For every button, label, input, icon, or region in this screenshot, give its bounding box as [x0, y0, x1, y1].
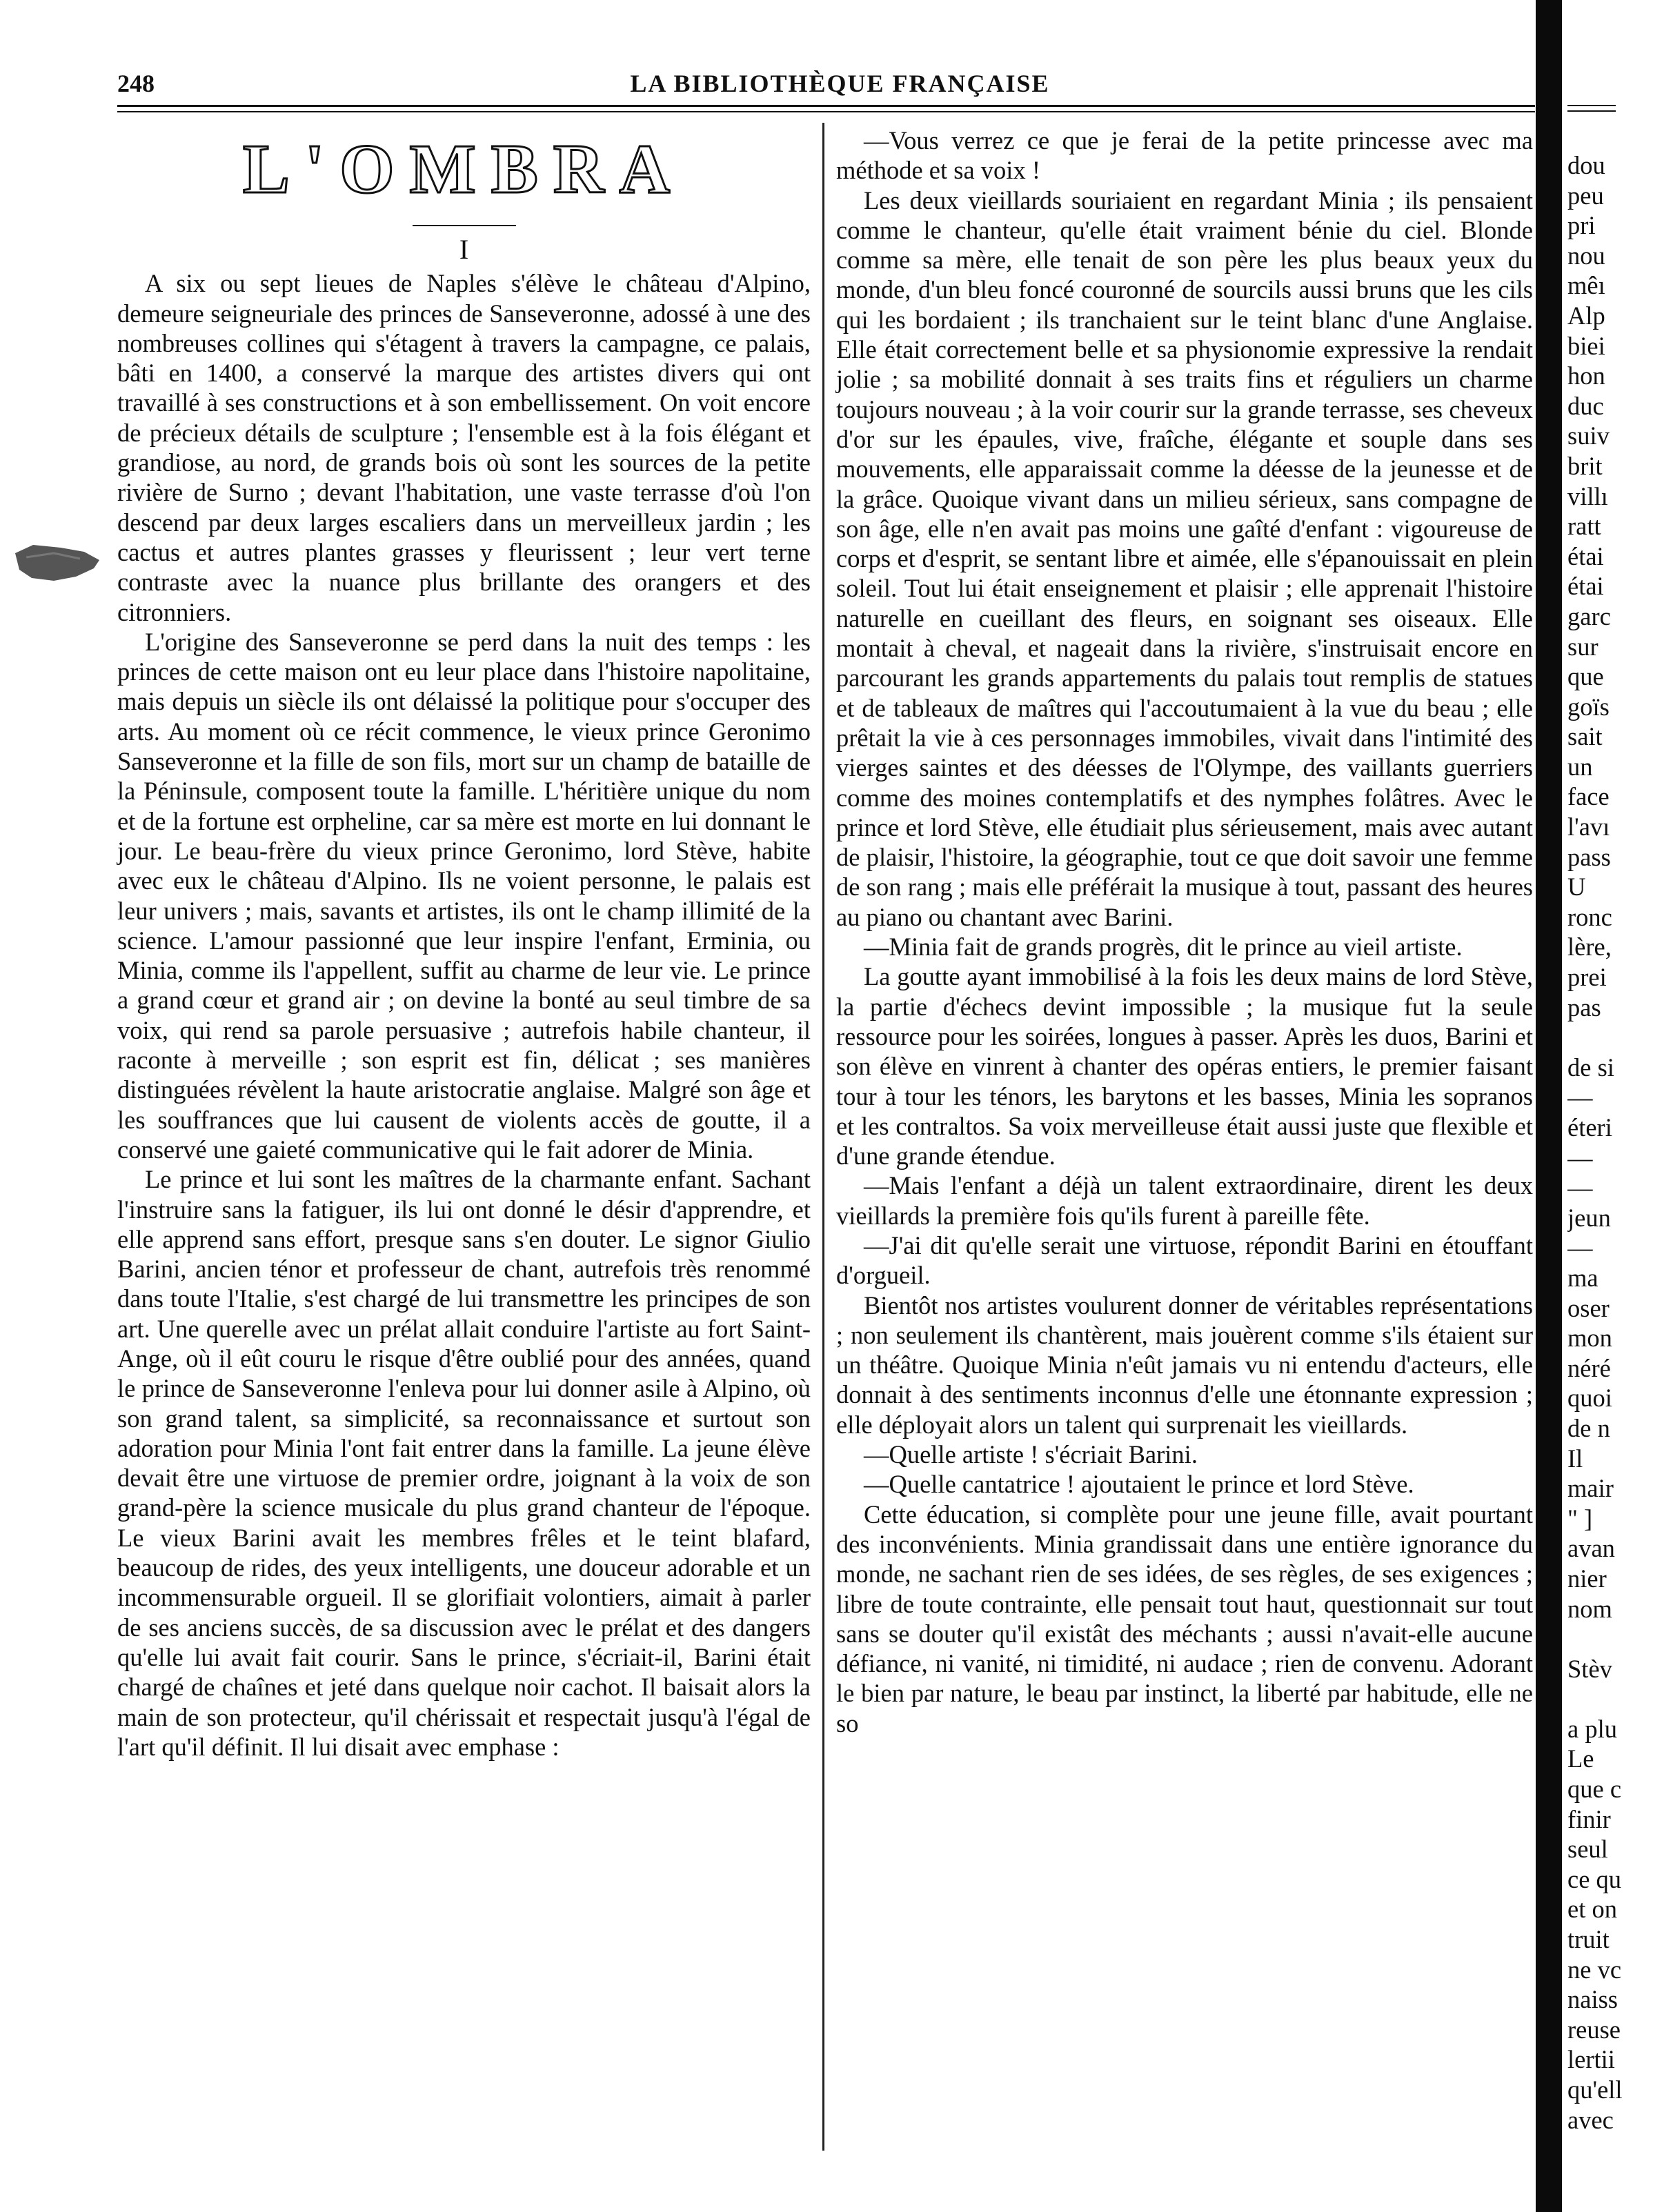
header-rule [117, 105, 1535, 112]
paragraph: —Quelle artiste ! s'écriait Barini. [864, 1440, 1198, 1469]
fragment-line: de si [1567, 1053, 1614, 1082]
column-divider [822, 123, 824, 2151]
fragment-line: brit [1567, 451, 1603, 480]
chapter-number: I [459, 234, 469, 265]
fragment-line [1567, 1022, 1673, 1053]
fragment-line: quoi [1567, 1384, 1612, 1413]
fragment-line: néré [1567, 1353, 1611, 1382]
paragraph: Le prince et lui sont les maîtres de la charmante enfant. Sachant l'instruire sans la fatiguer, ils lui ont donné le désir d'apprendre, et elle apprend sans effort, presque sans s'en douter. Le signor Giulio Barini, ancien ténor et professeur de chant, autrefois très renommé dans toute l'Italie, s'est chargé de lui transmettre les principes de son art. Une querelle avec un prélat allait conduire l'artiste au fort Saint-Ange, où il eût couru le risque d'être oublié pour des années, quand le prince de Sanseveronne l'enleva pour lui donner asile à Alpino, où son grand talent, sa simplicité, sa reconnaissance et surtout son adoration pour Minia l'ont fait entrer dans la famille. La jeune élève devait être une virtuose de premier ordre, joignant à la voix de son grand-père la science musicale du plus grand chanteur de l'époque. Le vieux Barini avait les membres frêles et le teint blafard, beaucoup de rides, des yeux intelligents, une douceur adorable et un incommensurable orgueil. Il se glorifiait volontiers, aimait à parler de ses anciens succès, de sa discussion avec le prélat et des dangers qu'elle lui avait fait courir. Sans le prince, s'écriait-il, Barini était chargé de chaînes et jeté dans quelque noir cachot. Il baisait alors la main de son protecteur, qu'il chérissait et respectait jusqu'à l'égal de l'art qu'il définit. Il lui disait avec emphase : [117, 1165, 811, 1761]
fragment-line [1567, 1684, 1673, 1714]
fragment-line: reuse [1567, 2015, 1621, 2044]
fragment-line: ratt [1567, 512, 1601, 541]
left-column [117, 126, 811, 1762]
fragment-line: avan [1567, 1534, 1615, 1563]
fragment-line: pri [1567, 211, 1596, 240]
fragment-line: goïs [1567, 692, 1610, 721]
running-title: LA BIBLIOTHÈQUE FRANÇAISE [630, 70, 1050, 97]
fragment-line: mon [1567, 1324, 1612, 1353]
fragment-line: éteri [1567, 1113, 1612, 1142]
fragment-line: nier [1567, 1564, 1607, 1593]
fragment-line: duc [1567, 391, 1604, 420]
fragment-line: nom [1567, 1594, 1612, 1623]
fragment-line: ce qu [1567, 1864, 1622, 1893]
fragment-line: oser [1567, 1293, 1610, 1322]
paragraph: —J'ai dit qu'elle serait une virtuose, répondit Barini en étouffant d'orgueil. [836, 1230, 1533, 1290]
fragment-line: que [1567, 662, 1604, 691]
paragraph: Bientôt nos artistes voulurent donner de véritables représentations ; non seulement ils chantèrent, mais jouèrent comme s'ils étaient sur un théâtre. Quoique Minia n'eût jamais vu ni entendu d'acteurs, elle donnait à des sentiments inconnus d'elle une étonnante expression ; elle déployait alors un talent qui surprenait les vieillards. [836, 1291, 1533, 1439]
fragment-line: ronc [1567, 902, 1612, 931]
fragment-line: face [1567, 782, 1610, 811]
fragment-line: suiv [1567, 421, 1610, 450]
paragraph: L'origine des Sanseveronne se perd dans la nuit des temps : les princes de cette maison ont eu leur place dans l'histoire napolitaine, mais depuis un siècle ils ont délaissé la politique pour s'occuper des arts. Au moment où ce récit commence, le vieux prince Geronimo Sanseveronne et la fille de son fils, mort sur un champ de bataille de la Péninsule, composent toute la famille. L'héritière unique du nom et de la fortune est orpheline, car sa mère est morte en lui donnant le jour. Le beau-frère du vieux prince Geronimo, lord Stève, habite avec eux le château d'Alpino. Ils ne voient personne, le palais est leur univers ; mais, savants et artistes, ils ont le champ illimité de la science. L'amour passionné que leur inspire l'enfant, Erminia, ou Minia, comme ils l'appellent, suffit au charme de leur vie. Le prince a grand cœur et grand air ; on devine la bonté au seul timbre de sa voix, qui rend sa parole persuasive ; autrefois habile chanteur, il raconte à merveille ; son esprit est fin, délicat ; ses manières distinguées révèlent la haute aristocratie anglaise. Malgré son âge et les souffrances que lui causent de violents accès de goutte, il a conservé une gaieté communicative qui le fait adorer de Minia. [117, 627, 811, 1164]
fragment-line: Alp [1567, 301, 1605, 330]
fragment-line: l'avı [1567, 813, 1610, 841]
fragment-line: ne vc [1567, 1955, 1622, 1984]
fragment-line: jeun [1567, 1203, 1611, 1232]
fragment-line: pas [1567, 993, 1601, 1022]
fragment-line: " ] [1567, 1504, 1593, 1533]
fragment-line: avec [1567, 2105, 1614, 2134]
fragment-line: seul [1567, 1835, 1608, 1864]
fragment-line: Le [1567, 1744, 1594, 1773]
fragment-line: truit [1567, 1925, 1610, 1954]
scan-edge-shadow [1536, 0, 1562, 2212]
right-column-fragment [1567, 150, 1673, 2135]
page-number: 248 [117, 70, 155, 97]
fragment-line: un [1567, 752, 1593, 781]
title-rule [413, 225, 516, 226]
fragment-line: U [1567, 873, 1586, 901]
middle-column [836, 126, 1533, 1738]
fragment-line [1567, 1624, 1673, 1654]
right-header-rule [1567, 105, 1616, 112]
fragment-line: et on [1567, 1895, 1617, 1924]
fragment-line: nou [1567, 241, 1605, 270]
fragment-line: garc [1567, 601, 1611, 630]
fragment-line: naiss [1567, 1985, 1618, 2014]
fragment-line: Stèv [1567, 1654, 1612, 1683]
paragraph: Cette éducation, si complète pour une jeune fille, avait pourtant des inconvénients. Minia grandissait dans une entière ignorance du monde, ne sachant rien de ses idées, de ses règles, de ses exigences ; libre de toute contrainte, elle pensait tout haut, questionnait sur tout sans se douter qu'il existât des méchants ; aussi n'avait-elle aucune défiance, ni vanité, ni timidité, ni audace ; rien de convenu. Adorant le bien par nature, le beau par instinct, la liberté par habitude, elle ne so [836, 1499, 1533, 1737]
fragment-line: mair [1567, 1474, 1614, 1503]
paragraph: Les deux vieillards souriaient en regardant Minia ; ils pensaient comme le chanteur, qu'elle était vraiment bénie du ciel. Blonde comme sa mère, elle tenait de son père les plus beaux yeux du monde, d'un bleu foncé couronné de sourcils aussi bruns que les cils qui les bordaient ; ils tranchaient sur le teint blanc d'une Anglaise. Elle était correctement belle et sa physionomie expressive la rendait jolie ; sa mobilité donnait à ses traits fins et réguliers un charme toujours nouveau ; à la voir courir sur la grande terrasse, ses cheveux d'or sur les épaules, vive, fraîche, élégante et souple dans ses mouvements, elle apparaissait comme la déesse de la jeunesse et de la grâce. Quoique vivant dans un milieu sérieux, sans compagne de son âge, elle n'en avait pas moins une gaîté d'enfant : vigoureuse de corps et d'esprit, se sentant libre et aimée, elle s'épanouissait en plein soleil. Tout lui était enseignement et plaisir ; elle apprenait l'histoire naturelle en cueillant des fleurs, en soignant ses oiseaux. Elle montait à cheval, et nageait dans la rivière, s'instruisait encore en parcourant les grands appartements du palais tout remplis de statues et de tableaux de maîtres qui l'accoutumaient à la vue du beau ; elle prêtait la vie à ces personnages immobiles, vivait dans l'intimité des vierges saintes et des déesses de l'Olympe, des vaillants guerriers comme des moines contemplatifs et des nymphes folâtres. Avec le prince et lord Stève, elle étudiait plus sérieusement, mais avec autant de plaisir, l'histoire, la géographie, tout ce que doit savoir une femme de son rang ; mais elle préférait la musique à tout, passant des heures au piano ou chantant avec Barini. [836, 186, 1533, 931]
fragment-line: étai [1567, 541, 1604, 570]
fragment-line: de n [1567, 1413, 1610, 1442]
fragment-line: hon [1567, 361, 1605, 390]
paragraph: La goutte ayant immobilisé à la fois les deux mains de lord Stève, la partie d'échecs devint impossible ; la musique fut la seule ressource pour les soirées, longues à passer. Après les duos, Barini et son élève en vinrent à chanter des opéras entiers, le premier faisant tour à tour les ténors, les barytons et les basses, Minia les sopranos et les contraltos. Sa voix merveilleuse était aussi juste que flexible et d'une grande étendue. [836, 962, 1533, 1170]
fragment-line: ma [1567, 1263, 1598, 1292]
page-header [117, 69, 1563, 108]
fragment-line: biei [1567, 331, 1605, 360]
fragment-line: Il [1567, 1444, 1583, 1473]
paragraph: —Quelle cantatrice ! ajoutaient le prince et lord Stève. [864, 1470, 1414, 1499]
fragment-line: peu [1567, 181, 1604, 210]
fragment-line: — [1567, 1233, 1593, 1262]
paragraph: —Vous verrez ce que je ferai de la petite princesse avec ma méthode et sa voix ! [836, 126, 1533, 185]
paragraph: —Mais l'enfant a déjà un talent extraordinaire, dirent les deux vieillards la première fois qu'ils furent à pareille fête. [836, 1171, 1533, 1230]
story-title: L'OMBRA [242, 130, 686, 208]
fragment-line: a plu [1567, 1714, 1617, 1743]
fragment-line: pass [1567, 842, 1611, 871]
fragment-line: — [1567, 1173, 1593, 1202]
fragment-line: sur [1567, 632, 1598, 661]
fragment-line: — [1567, 1083, 1593, 1112]
fragment-line: — [1567, 1143, 1593, 1172]
fragment-line: que c [1567, 1775, 1622, 1804]
fragment-line: lère, [1567, 933, 1612, 961]
fragment-line: prei [1567, 963, 1607, 992]
fragment-line: lertii [1567, 2045, 1615, 2074]
paragraph: —Minia fait de grands progrès, dit le prince au vieil artiste. [864, 933, 1463, 961]
fragment-line: sait [1567, 722, 1603, 751]
torn-paper-fragment-icon [12, 538, 102, 586]
paragraph: A six ou sept lieues de Naples s'élève le château d'Alpino, demeure seigneuriale des princes de Sanseveronne, adossé à une des nombreuses collines qui s'étagent à travers la campagne, ce palais, bâti en 1400, a conservé la marque des artistes divers qui ont travaillé à ses constructions et à son embellissement. On voit encore de précieux détails de sculpture ; l'ensemble est à la fois élégant et grandiose, au nord, de grands bois où sont les sources de la petite rivière de Surno ; devant l'habitation, une vaste terrasse d'où l'on descend par deux larges escaliers dans un merveilleux jardin ; les cactus et autres plantes grasses y fleurissent ; leur vert terne contraste avec la nuance plus brillante des orangers et des citronniers. [117, 269, 811, 626]
fragment-line: finir [1567, 1804, 1611, 1833]
fragment-line: mêı [1567, 271, 1605, 300]
fragment-line: qu'ell [1567, 2075, 1623, 2104]
fragment-line: villı [1567, 481, 1608, 510]
fragment-line: étai [1567, 572, 1604, 601]
fragment-line: dou [1567, 151, 1605, 179]
